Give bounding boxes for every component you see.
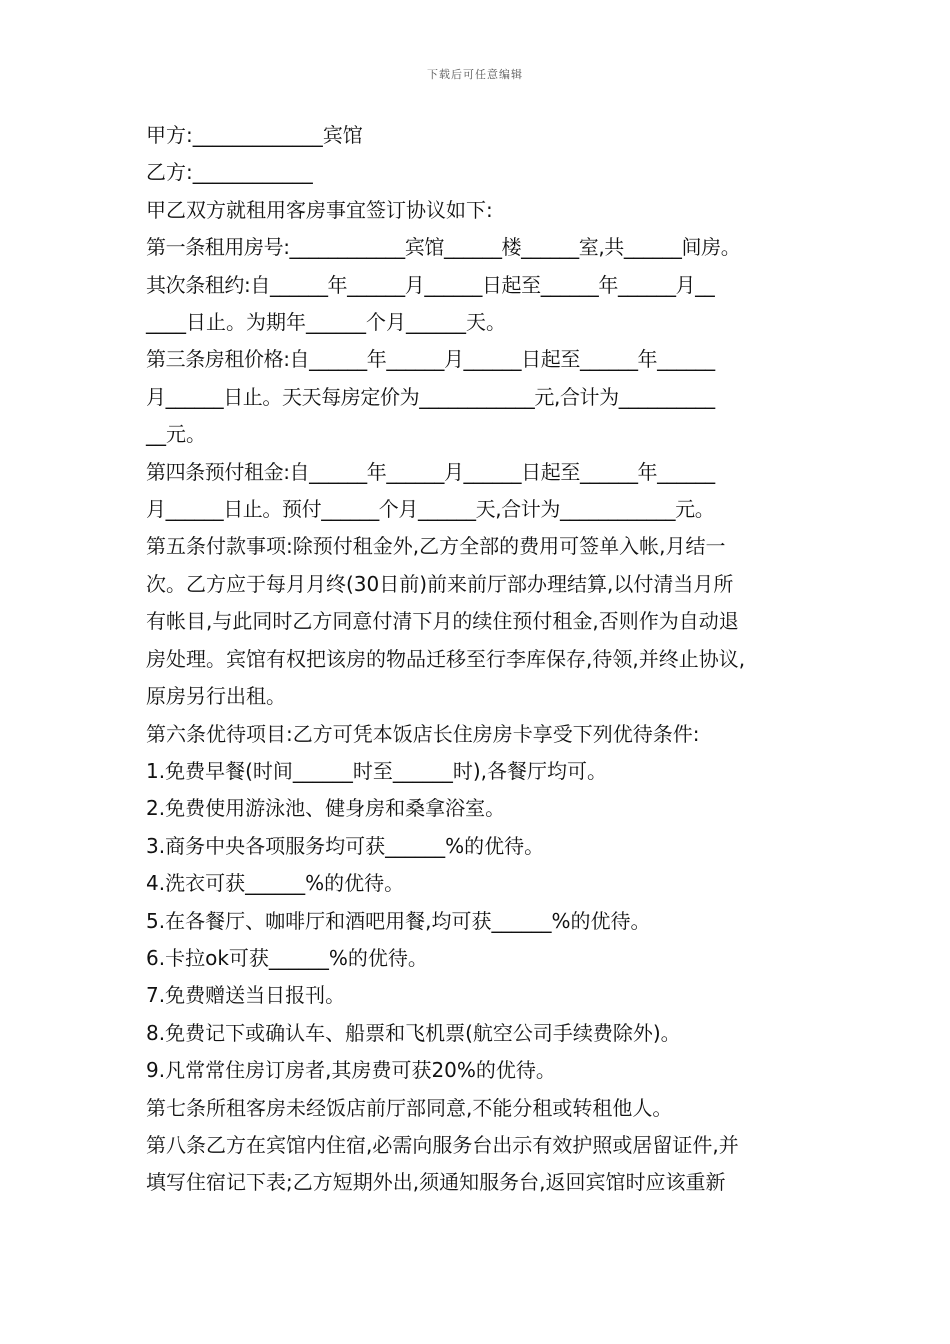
- article-2-line-1: 其次条租约:自______年______月______日起至______年______月__: [146, 272, 715, 297]
- benefit-item-6: 6.卡拉ok可获______%的优待。: [146, 945, 428, 970]
- article-5-line-4: 房处理。宾馆有权把该房的物品迁移至行李库保存,待领,并终止协议,: [146, 646, 746, 671]
- benefit-item-8: 8.免费记下或确认车、船票和飞机票(航空公司手续费除外)。: [146, 1020, 681, 1045]
- article-2-line-2: ____日止。为期年______个月______天。: [146, 310, 506, 335]
- article-5-line-1: 第五条付款事项:除预付租金外,乙方全部的费用可签单入帐,月结一: [146, 534, 726, 559]
- article-3-line-2: 月______日止。天天每房定价为____________元,合计为__________: [146, 384, 715, 409]
- article-6-line: 第六条优待项目:乙方可凭本饭店长住房房卡享受下列优待条件:: [146, 721, 700, 746]
- article-5-line-3: 有帐目,与此同时乙方同意付清下月的续住预付租金,否则作为自动退: [146, 609, 739, 634]
- benefit-item-3: 3.商务中央各项服务均可获______%的优待。: [146, 833, 545, 858]
- benefit-item-1: 1.免费早餐(时间______时至______时),各餐厅均可。: [146, 758, 608, 783]
- article-3-line-3: __元。: [146, 422, 206, 447]
- benefit-item-7: 7.免费赠送当日报刊。: [146, 983, 346, 1008]
- party-a-line: 甲方:_____________宾馆: [146, 123, 363, 147]
- benefit-item-5: 5.在各餐厅、咖啡厅和酒吧用餐,均可获______%的优待。: [146, 908, 651, 933]
- article-7-line: 第七条所租客房未经饭店前厅部同意,不能分租或转租他人。: [146, 1095, 673, 1120]
- article-3-line-1: 第三条房租价格:自______年______月______日起至______年______: [146, 347, 715, 372]
- intro-line: 甲乙双方就租用客房事宜签订协议如下:: [146, 197, 493, 222]
- article-1-line: 第一条租用房号:____________宾馆______楼______室,共______间房。: [146, 235, 741, 260]
- article-5-line-2: 次。乙方应于每月月终(30日前)前来前厅部办理结算,以付清当月所: [146, 571, 734, 596]
- article-4-line-2: 月______日止。预付______个月______天,合计为____________元。: [146, 497, 715, 522]
- contract-body: [146, 117, 818, 1202]
- article-8-line-2: 填写住宿记下表;乙方短期外出,须通知服务台,返回宾馆时应该重新: [146, 1170, 726, 1195]
- article-4-line-1: 第四条预付租金:自______年______月______日起至______年______: [146, 459, 715, 484]
- benefit-item-9: 9.凡常常住房订房者,其房费可获20%的优待。: [146, 1058, 556, 1083]
- article-5-line-5: 原房另行出租。: [146, 684, 286, 709]
- page-header: 下载后可任意编辑: [427, 68, 523, 81]
- benefit-item-4: 4.洗衣可获______%的优待。: [146, 871, 405, 896]
- party-b-line: 乙方:____________: [146, 160, 313, 185]
- benefit-item-2: 2.免费使用游泳池、健身房和桑拿浴室。: [146, 796, 506, 821]
- article-8-line-1: 第八条乙方在宾馆内住宿,必需向服务台出示有效护照或居留证件,并: [146, 1132, 739, 1157]
